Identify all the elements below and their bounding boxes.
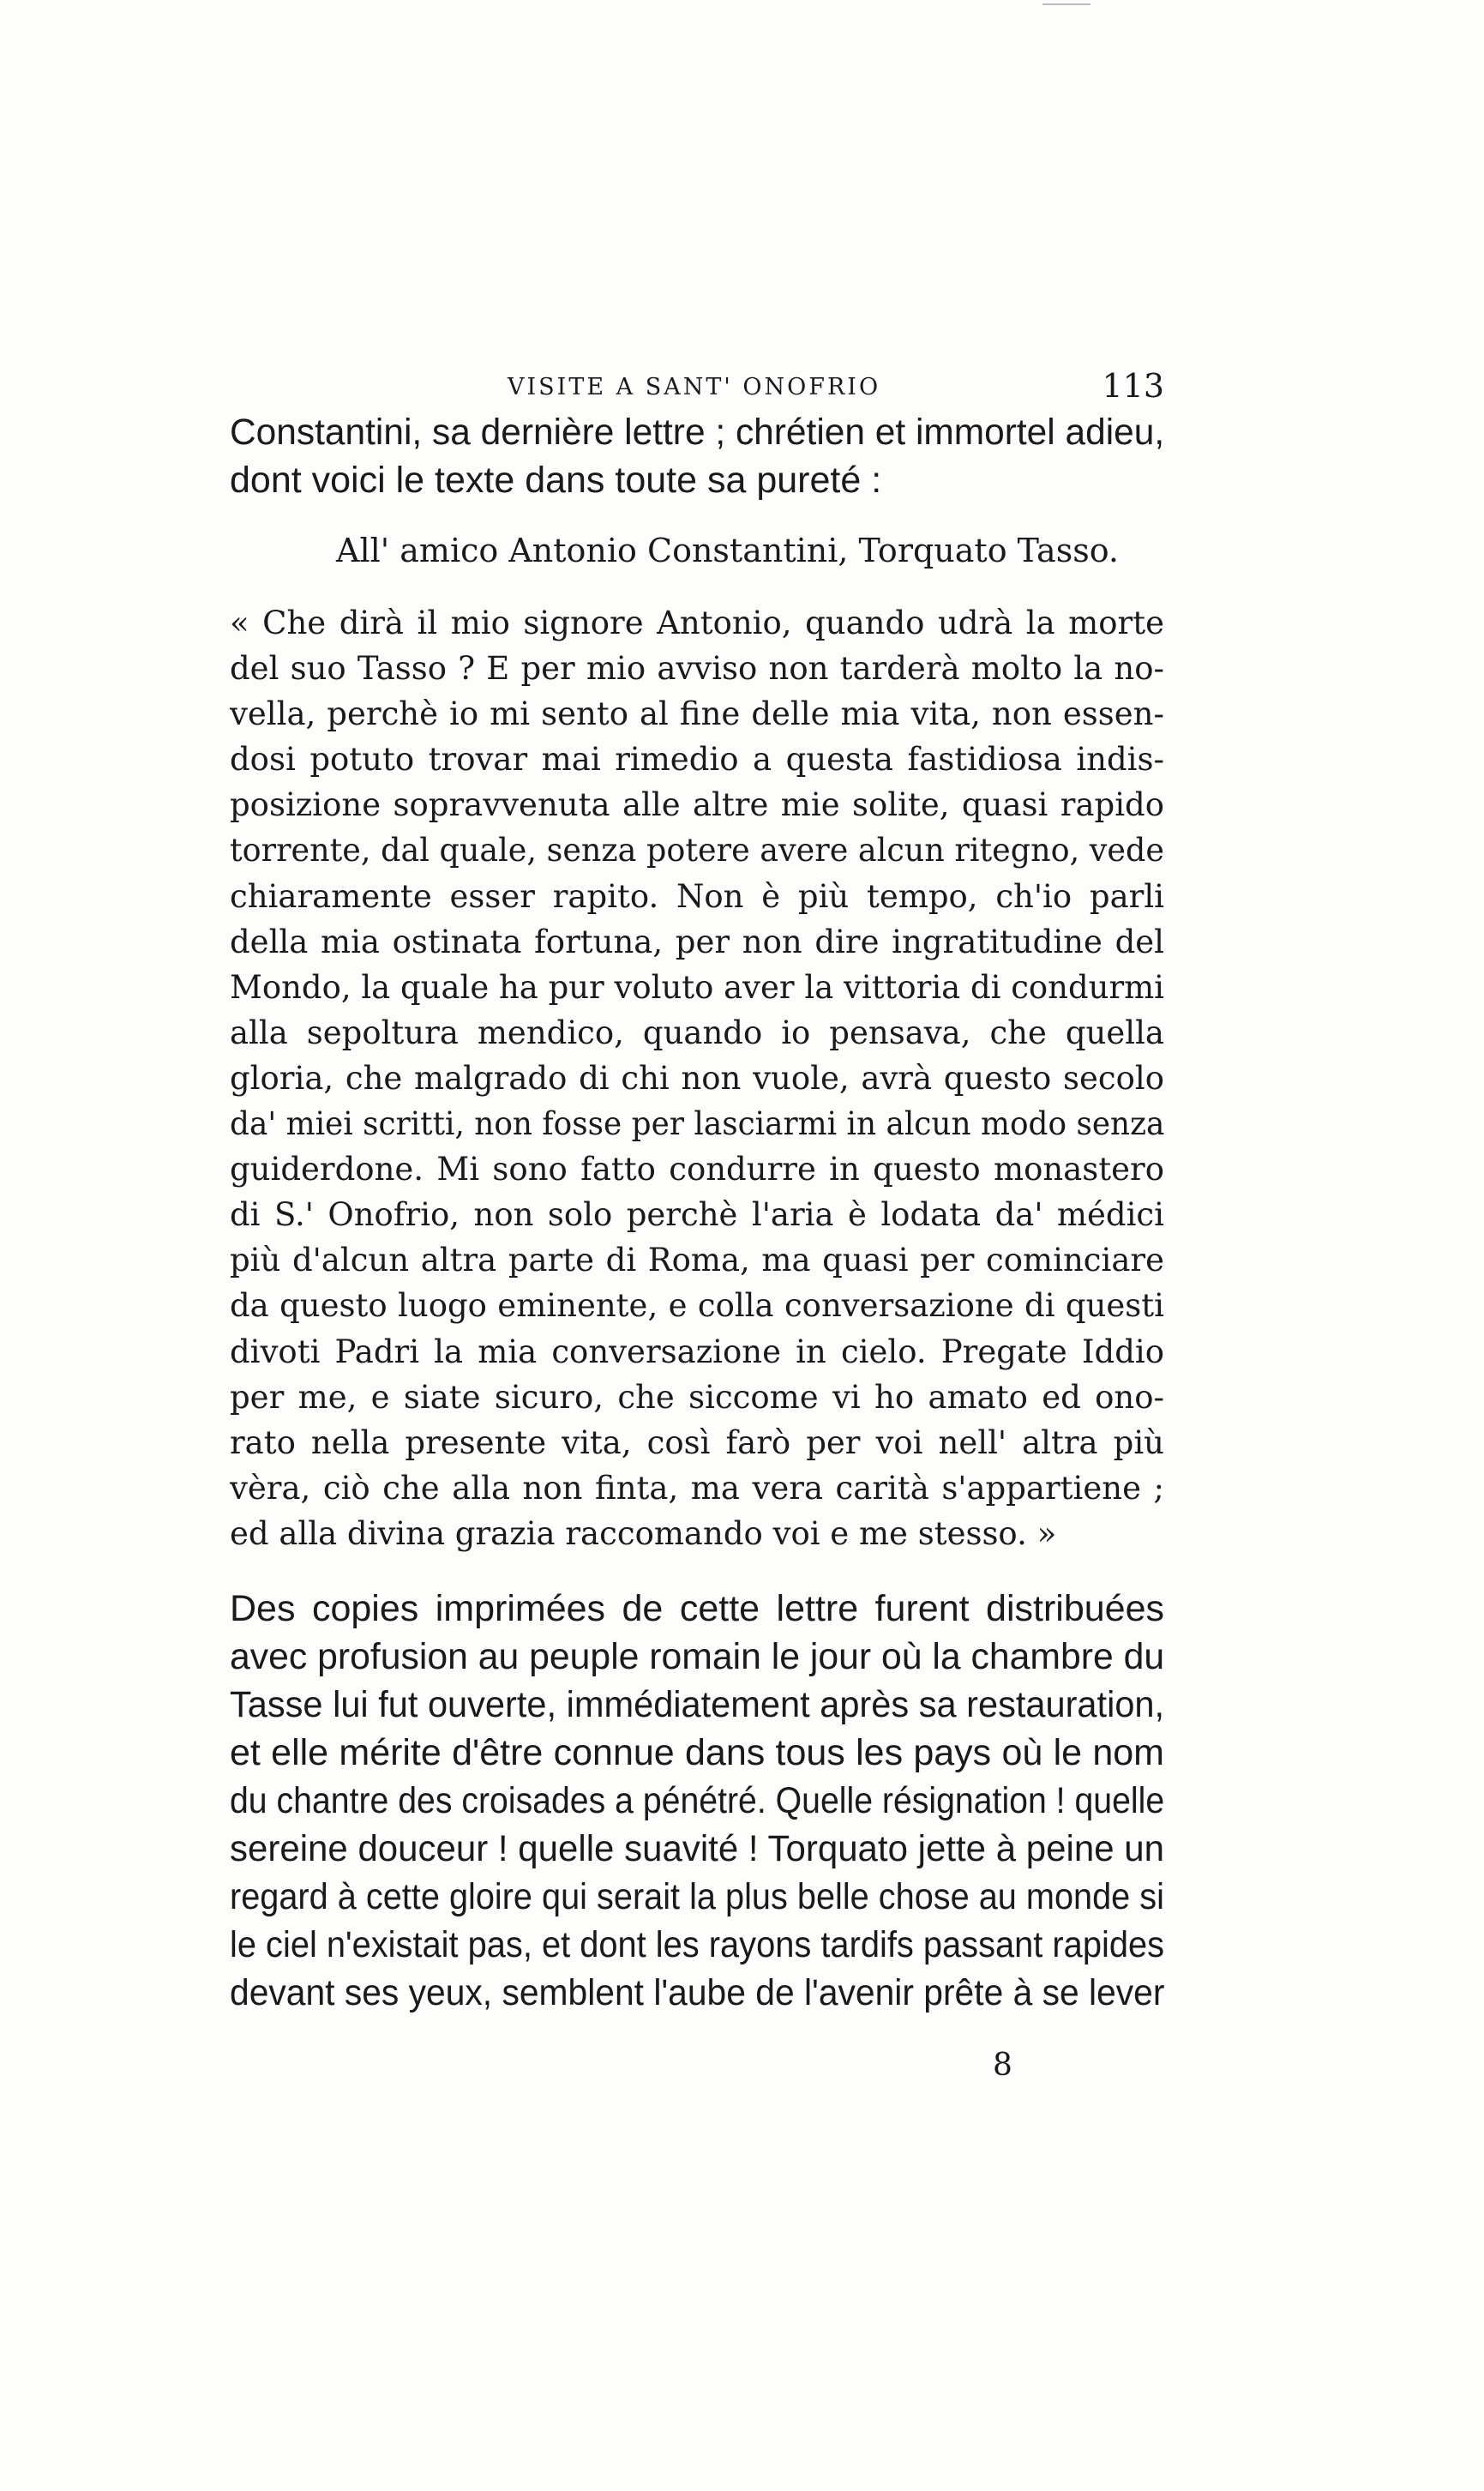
text-line: dosi potuto trovar mai rimedio a questa fastidiosa indis- [230,741,1164,779]
text-line: « Che dirà il mio signore Antonio, quando udrà la morte [230,605,1164,641]
text-line: guiderdone. Mi sono fatto condurre in questo monastero [230,1151,1164,1188]
text-line: avec profusion au peuple romain le jour où la chambre du [230,1636,1165,1677]
text-line: vèra, ciò che alla non finta, ma vera carità s'appartiene ; [230,1469,1164,1507]
text-line: Des copies imprimées de cette lettre furent distribuées [230,1588,1164,1629]
text-line: di S.' Onofrio, non solo perchè l'aria è lodata da' médici [230,1196,1164,1234]
text-line: gloria, che malgrado di chi non vuole, avrà questo secolo [230,1059,1164,1097]
text-line: divoti Padri la mia conversazione in cielo. Pregate Iddio [230,1333,1164,1370]
text-line: le ciel n'existait pas, et dont les rayons tardifs passant rapides [230,1924,1165,1965]
scan-edge-mark [1042,3,1090,5]
commentary-paragraph [230,1585,1164,2017]
text-line: Tasse lui fut ouverte, immédiatement après sa restauration, [230,1684,1165,1725]
text-line: torrente, dal quale, senza potere avere alcun ritegno, vede [230,832,1164,869]
text-line: della mia ostinata fortuna, per non dire ingratitudine del [230,923,1164,960]
text-line: per me, e siate sicuro, che siccome vi ho amato ed ono- [230,1378,1164,1416]
page-number: 113 [1102,367,1164,405]
text-line: et elle mérite d'être connue dans tous les pays où le nom [230,1732,1164,1773]
running-head [230,367,1164,405]
text-line: alla sepoltura mendico, quando io pensava, che quella [230,1014,1164,1051]
text-line: Mondo, la quale ha pur voluto aver la vittoria di condurmi [230,968,1165,1006]
text-line: Constantini, sa dernière lettre ; chrétien et immortel adieu, [230,412,1165,453]
running-title: VISITE A SANT' ONOFRIO [508,374,881,400]
text-line: da' miei scritti, non fosse per lasciarmi in alcun modo senza [230,1105,1165,1143]
text-line: devant ses yeux, semblent l'aube de l'avenir prête à se lever [230,1972,1165,2013]
text-line: ed alla divina grazia raccomando voi e me stesso. » [230,1514,1057,1552]
signature-mark: 8 [993,2048,1012,2083]
letter-salutation: All' amico Antonio Constantini, Torquato Tasso. [336,532,1120,569]
text-line: du chantre des croisades a pénétré. Quelle résignation ! quelle [230,1780,1165,1821]
text-line: da questo luogo eminente, e colla conversazione di questi [230,1287,1164,1325]
text-line: dont voici le texte dans toute sa pureté : [230,460,882,501]
letter-text [230,600,1164,1556]
text-line: più d'alcun altra parte di Roma, ma quasi per cominciare [230,1242,1164,1279]
text-line: vella, perchè io mi sento al fine delle mia vita, non essen- [230,695,1164,733]
text-line: sereine douceur ! quelle suavité ! Torquato jette à peine un [230,1828,1164,1869]
intro-paragraph [230,408,1164,504]
text-line: rato nella presente vita, così farò per voi nell' altra più [230,1423,1164,1461]
text-line: chiaramente esser rapito. Non è più tempo, ch'io parli [230,877,1164,915]
text-line: posizione sopravvenuta alle altre mie solite, quasi rapido [230,786,1164,824]
text-line: del suo Tasso ? E per mio avviso non tarderà molto la no- [230,650,1164,688]
text-line: regard à cette gloire qui serait la plus belle chose au monde si [230,1876,1164,1917]
